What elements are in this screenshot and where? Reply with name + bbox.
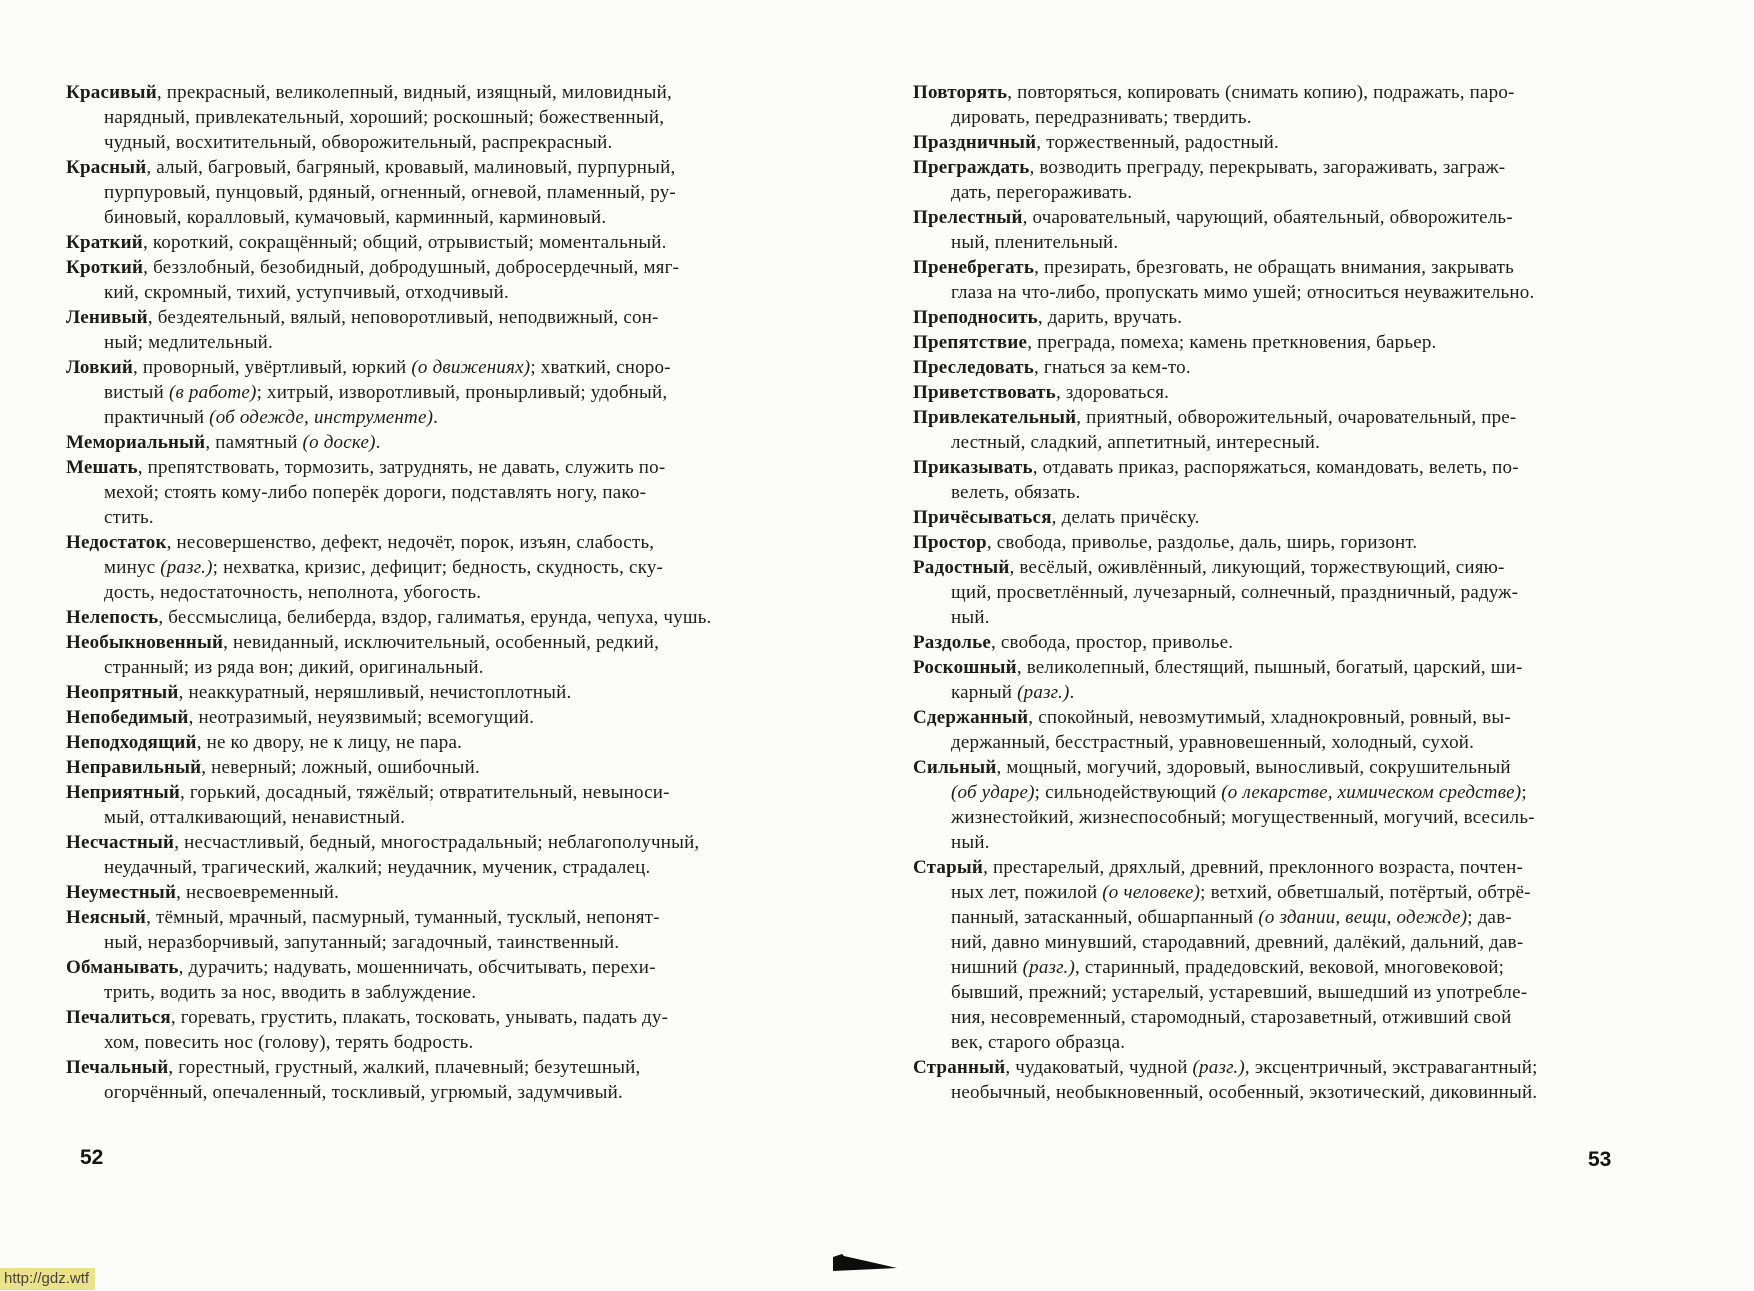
- headword: Прелестный: [913, 207, 1023, 228]
- synonyms-text: кий, скромный, тихий, уступчивый, отходчивый.: [104, 282, 509, 303]
- dictionary-entry: [913, 155, 1637, 205]
- entry-line: [913, 405, 1637, 430]
- entry-line: [66, 1055, 790, 1080]
- dictionary-entry: [913, 380, 1637, 405]
- entry-line: [66, 830, 790, 855]
- synonyms-text: хом, повесить нос (голову), терять бодрость.: [104, 1032, 474, 1053]
- synonyms-text: , эксцентричный, экстравагантный;: [1244, 1057, 1538, 1078]
- entry-line: [913, 730, 1637, 755]
- entry-line: [913, 105, 1637, 130]
- synonyms-text: ных лет, пожилой: [951, 882, 1103, 903]
- synonyms-text: , великолепный, блестящий, пышный, богатый, царский, ши-: [1016, 657, 1523, 678]
- entry-line: [913, 130, 1637, 155]
- synonyms-text: , несчастливый, бедный, многострадальный; неблагополучный,: [174, 832, 700, 853]
- synonyms-text: странный; из ряда вон; дикий, оригинальный.: [104, 657, 484, 678]
- dictionary-entry: [66, 355, 790, 430]
- headword: Простор: [913, 532, 987, 553]
- dictionary-entry: [913, 855, 1637, 1055]
- entry-line: [913, 680, 1637, 705]
- synonyms-text: бывший, прежний; устарелый, устаревший, вышедший из употребле-: [951, 982, 1528, 1003]
- entry-line: [66, 655, 790, 680]
- synonyms-text: , неверный; ложный, ошибочный.: [201, 757, 480, 778]
- entry-line: [66, 555, 790, 580]
- entry-line: [913, 930, 1637, 955]
- headword: Раздолье: [913, 632, 991, 653]
- dictionary-entry: [66, 305, 790, 355]
- entry-line: [66, 380, 790, 405]
- entry-line: [913, 80, 1637, 105]
- synonyms-text: век, старого образца.: [951, 1032, 1126, 1053]
- dictionary-entry: [66, 955, 790, 1005]
- headword: Ловкий: [66, 357, 134, 378]
- dictionary-entry: [913, 80, 1637, 130]
- entry-line: [66, 105, 790, 130]
- entry-line: [913, 355, 1637, 380]
- headword: Неопрятный: [66, 682, 179, 703]
- dictionary-entry: [913, 205, 1637, 255]
- synonyms-text: , свобода, приволье, раздолье, даль, ширь, горизонт.: [986, 532, 1418, 553]
- synonyms-text: ный.: [951, 832, 990, 853]
- usage-note: (о лекарстве, химическом средстве): [1221, 782, 1522, 803]
- usage-note: (разг.): [1192, 1057, 1245, 1078]
- dictionary-entry: [913, 555, 1637, 630]
- entry-line: [913, 880, 1637, 905]
- headword: Причёсываться: [913, 507, 1052, 528]
- synonyms-text: ; нехватка, кризис, дефицит; бедность, скудность, ску-: [212, 557, 664, 578]
- synonyms-text: ный, пленительный.: [951, 232, 1119, 253]
- entry-line: [913, 805, 1637, 830]
- entry-line: [913, 230, 1637, 255]
- watermark: http://gdz.wtf: [0, 1268, 95, 1290]
- synonyms-text: панный, затасканный, обшарпанный: [951, 907, 1259, 928]
- headword: Преграждать: [913, 157, 1030, 178]
- headword: Ленивый: [66, 307, 148, 328]
- entry-line: [913, 980, 1637, 1005]
- synonyms-text: , несвоевременный.: [176, 882, 340, 903]
- dictionary-entry: [66, 1005, 790, 1055]
- entry-line: [913, 430, 1637, 455]
- dictionary-entry: [66, 730, 790, 755]
- synonyms-text: жизнестойкий, жизнеспособный; могущественный, могучий, всесиль-: [951, 807, 1535, 828]
- entry-line: [66, 1030, 790, 1055]
- dictionary-entry: [913, 530, 1637, 555]
- entry-line: [913, 330, 1637, 355]
- entry-line: [913, 305, 1637, 330]
- dictionary-entry: [66, 680, 790, 705]
- synonyms-text: огорчённый, опечаленный, тоскливый, угрюмый, задумчивый.: [104, 1082, 623, 1103]
- synonyms-text: чудный, восхитительный, обворожительный, распрекрасный.: [104, 132, 613, 153]
- synonyms-text: необычный, необыкновенный, особенный, экзотический, диковинный.: [951, 1082, 1538, 1103]
- synonyms-text: дировать, передразнивать; твердить.: [951, 107, 1252, 128]
- synonyms-text: ; хитрый, изворотливый, пронырливый; удобный,: [256, 382, 668, 403]
- entry-line: [66, 255, 790, 280]
- entry-line: [913, 955, 1637, 980]
- synonyms-text: , горевать, грустить, плакать, тосковать, унывать, падать ду-: [170, 1007, 669, 1028]
- dictionary-entry: [913, 405, 1637, 455]
- synonyms-text: , памятный: [205, 432, 303, 453]
- entry-line: [66, 230, 790, 255]
- entry-line: [913, 605, 1637, 630]
- entry-line: [913, 455, 1637, 480]
- usage-note: (об ударе): [951, 782, 1035, 803]
- synonyms-text: неудачный, трагический, жалкий; неудачник, мученик, страдалец.: [104, 857, 651, 878]
- synonyms-text: , неотразимый, неуязвимый; всемогущий.: [188, 707, 535, 728]
- entry-line: [913, 1005, 1637, 1030]
- synonyms-text: , препятствовать, тормозить, затруднять, не давать, служить по-: [137, 457, 666, 478]
- dictionary-entry: [66, 705, 790, 730]
- entry-line: [913, 630, 1637, 655]
- entry-line: [66, 780, 790, 805]
- dictionary-entry: [913, 1055, 1637, 1105]
- dictionary-entry: [66, 630, 790, 680]
- synonyms-text: , престарелый, дряхлый, древний, преклонного возраста, почтен-: [983, 857, 1524, 878]
- dictionary-entry: [913, 505, 1637, 530]
- dictionary-entry: [66, 455, 790, 530]
- headword: Пренебрегать: [913, 257, 1035, 278]
- entry-line: [66, 605, 790, 630]
- headword: Нелепость: [66, 607, 159, 628]
- entry-line: [913, 280, 1637, 305]
- page-right: [913, 80, 1637, 1105]
- headword: Сильный: [913, 757, 997, 778]
- headword: Несчастный: [66, 832, 175, 853]
- entry-line: [66, 280, 790, 305]
- synonyms-text: , мощный, могучий, здоровый, выносливый, сокрушительный: [996, 757, 1511, 778]
- synonyms-text: , весёлый, оживлённый, ликующий, торжествующий, сияю-: [1009, 557, 1505, 578]
- entry-line: [66, 880, 790, 905]
- dictionary-entry: [913, 305, 1637, 330]
- synonyms-text: , приятный, обворожительный, очаровательный, пре-: [1076, 407, 1517, 428]
- entry-line: [913, 380, 1637, 405]
- dictionary-entry: [913, 705, 1637, 755]
- entry-line: [66, 930, 790, 955]
- synonyms-text: ния, несовременный, старомодный, старозаветный, отживший свой: [951, 1007, 1512, 1028]
- entry-line: [913, 905, 1637, 930]
- usage-note: (о здании, вещи, одежде): [1258, 907, 1468, 928]
- synonyms-text: практичный: [104, 407, 210, 428]
- headword: Печалиться: [66, 1007, 171, 1028]
- synonyms-text: трить, водить за нос, вводить в заблуждение.: [104, 982, 477, 1003]
- entry-line: [913, 780, 1637, 805]
- headword: Приказывать: [913, 457, 1033, 478]
- synonyms-text: ный; медлительный.: [104, 332, 273, 353]
- entry-line: [66, 180, 790, 205]
- synonyms-text: , горестный, грустный, жалкий, плачевный; безутешный,: [168, 1057, 641, 1078]
- synonyms-text: биновый, коралловый, кумачовый, карминный, карминовый.: [104, 207, 607, 228]
- entry-line: [913, 155, 1637, 180]
- entry-line: [66, 330, 790, 355]
- headword: Красивый: [66, 82, 157, 103]
- headword: Праздничный: [913, 132, 1037, 153]
- synonyms-text: минус: [104, 557, 161, 578]
- synonyms-text: , беззлобный, безобидный, добродушный, добросердечный, мяг-: [143, 257, 680, 278]
- synonyms-text: , невиданный, исключительный, особенный, редкий,: [223, 632, 660, 653]
- synonyms-text: , неаккуратный, неряшливый, нечистоплотный.: [178, 682, 572, 703]
- entry-line: [913, 180, 1637, 205]
- entry-line: [66, 1080, 790, 1105]
- headword: Странный: [913, 1057, 1006, 1078]
- synonyms-text: , проворный, увёртливый, юркий: [133, 357, 412, 378]
- synonyms-text: мехой; стоять кому-либо поперёк дороги, подставлять ногу, пако-: [104, 482, 647, 503]
- headword: Старый: [913, 857, 984, 878]
- headword: Роскошный: [913, 657, 1017, 678]
- synonyms-text: дость, недостаточность, неполнота, убогость.: [104, 582, 482, 603]
- synonyms-text: ;: [1521, 782, 1527, 803]
- entry-line: [66, 455, 790, 480]
- synonyms-text: , делать причёску.: [1051, 507, 1200, 528]
- entry-line: [66, 980, 790, 1005]
- headword: Мемориальный: [66, 432, 206, 453]
- synonyms-text: , возводить преграду, перекрывать, загораживать, заграж-: [1029, 157, 1506, 178]
- synonyms-text: , чудаковатый, чудной: [1005, 1057, 1193, 1078]
- synonyms-text: нишний: [951, 957, 1023, 978]
- entry-line: [66, 505, 790, 530]
- entry-line: [913, 480, 1637, 505]
- scan-artifact: [833, 1254, 897, 1272]
- headword: Неправильный: [66, 757, 202, 778]
- entry-line: [913, 205, 1637, 230]
- headword: Недостаток: [66, 532, 167, 553]
- synonyms-text: ; дав-: [1467, 907, 1512, 928]
- entry-line: [913, 530, 1637, 555]
- entry-line: [66, 355, 790, 380]
- synonyms-text: , горький, досадный, тяжёлый; отвратительный, невыноси-: [180, 782, 670, 803]
- synonyms-text: , отдавать приказ, распоряжаться, командовать, велеть, по-: [1032, 457, 1519, 478]
- synonyms-text: , не ко двору, не к лицу, не пара.: [196, 732, 463, 753]
- synonyms-text: , гнаться за кем-то.: [1033, 357, 1191, 378]
- headword: Неуместный: [66, 882, 177, 903]
- headword: Препятствие: [913, 332, 1028, 353]
- synonyms-text: лестный, сладкий, аппетитный, интересный.: [951, 432, 1321, 453]
- entry-line: [66, 730, 790, 755]
- entry-line: [66, 1005, 790, 1030]
- synonyms-text: глаза на что-либо, пропускать мимо ушей; относиться неуважительно.: [951, 282, 1535, 303]
- synonyms-text: , дарить, вручать.: [1037, 307, 1183, 328]
- synonyms-text: , старинный, прадедовский, вековой, многовековой;: [1075, 957, 1505, 978]
- synonyms-text: нарядный, привлекательный, хороший; роскошный; божественный,: [104, 107, 665, 128]
- entry-line: [66, 305, 790, 330]
- synonyms-text: велеть, обязать.: [951, 482, 1081, 503]
- headword: Сдержанный: [913, 707, 1029, 728]
- entry-line: [66, 680, 790, 705]
- dictionary-entry: [66, 530, 790, 605]
- dictionary-entry: [913, 655, 1637, 705]
- dictionary-entry: [913, 355, 1637, 380]
- synonyms-text: , короткий, сокращённый; общий, отрывистый; моментальный.: [142, 232, 667, 253]
- headword: Мешать: [66, 457, 138, 478]
- synonyms-text: пурпуровый, пунцовый, рдяный, огненный, огневой, пламенный, ру-: [104, 182, 676, 203]
- entry-line: [913, 1080, 1637, 1105]
- dictionary-entry: [66, 755, 790, 780]
- entry-line: [66, 630, 790, 655]
- dictionary-entry: [66, 880, 790, 905]
- headword: Радостный: [913, 557, 1010, 578]
- entry-line: [913, 1030, 1637, 1055]
- entry-line: [66, 480, 790, 505]
- dictionary-entry: [66, 80, 790, 155]
- synonyms-text: , алый, багровый, багряный, кровавый, малиновый, пурпурный,: [146, 157, 676, 178]
- dictionary-entry: [66, 905, 790, 955]
- entry-line: [66, 405, 790, 430]
- usage-note: (разг.): [160, 557, 213, 578]
- usage-note: (разг.): [1022, 957, 1076, 978]
- synonyms-text: держанный, бесстрастный, уравновешенный, холодный, сухой.: [951, 732, 1475, 753]
- entry-line: [913, 655, 1637, 680]
- headword: Неподходящий: [66, 732, 197, 753]
- dictionary-entry: [66, 255, 790, 305]
- dictionary-entry: [66, 1055, 790, 1105]
- entry-line: [913, 505, 1637, 530]
- headword: Приветствовать: [913, 382, 1056, 403]
- synonyms-text: , торжественный, радостный.: [1036, 132, 1279, 153]
- usage-note: (в работе): [168, 382, 257, 403]
- headword: Неясный: [66, 907, 147, 928]
- dictionary-entry: [66, 230, 790, 255]
- synonyms-text: ; ветхий, обветшалый, потёртый, обтрё-: [1200, 882, 1531, 903]
- dictionary-entry: [66, 780, 790, 830]
- entry-line: [66, 80, 790, 105]
- dictionary-entry: [913, 455, 1637, 505]
- entry-line: [66, 155, 790, 180]
- entry-line: [66, 530, 790, 555]
- synonyms-text: , бессмыслица, белиберда, вздор, галиматья, ерунда, чепуха, чушь.: [158, 607, 712, 628]
- dictionary-entry: [913, 630, 1637, 655]
- entry-line: [66, 905, 790, 930]
- synonyms-text: щий, просветлённый, лучезарный, солнечный, праздничный, радуж-: [951, 582, 1519, 603]
- headword: Преследовать: [913, 357, 1034, 378]
- usage-note: (разг.): [1017, 682, 1070, 703]
- entry-line: [913, 580, 1637, 605]
- entry-line: [913, 830, 1637, 855]
- headword: Повторять: [913, 82, 1008, 103]
- entry-line: [913, 555, 1637, 580]
- headword: Непобедимый: [66, 707, 189, 728]
- headword: Привлекательный: [913, 407, 1077, 428]
- synonyms-text: стить.: [104, 507, 154, 528]
- entry-line: [66, 205, 790, 230]
- entry-line: [66, 855, 790, 880]
- headword: Необыкновенный: [66, 632, 224, 653]
- entry-line: [913, 855, 1637, 880]
- headword: Красный: [66, 157, 147, 178]
- entry-line: [913, 255, 1637, 280]
- dictionary-entry: [66, 430, 790, 455]
- entry-line: [913, 755, 1637, 780]
- entry-line: [66, 430, 790, 455]
- entry-line: [913, 1055, 1637, 1080]
- page-left: [66, 80, 790, 1105]
- synonyms-text: карный: [951, 682, 1018, 703]
- synonyms-text: , преграда, помеха; камень преткновения, барьер.: [1027, 332, 1437, 353]
- synonyms-text: ; хваткий, сноро-: [530, 357, 671, 378]
- page-number-right: 53: [1588, 1148, 1612, 1171]
- usage-note: (о доске): [302, 432, 376, 453]
- headword: Печальный: [66, 1057, 169, 1078]
- synonyms-text: дать, перегораживать.: [951, 182, 1133, 203]
- dictionary-entry: [913, 255, 1637, 305]
- entry-line: [66, 755, 790, 780]
- headword: Неприятный: [66, 782, 181, 803]
- synonyms-text: ; сильнодействующий: [1034, 782, 1222, 803]
- headword: Обманывать: [66, 957, 179, 978]
- synonyms-text: , очаровательный, чарующий, обаятельный, обворожитель-: [1022, 207, 1513, 228]
- page-number-left: 52: [80, 1146, 104, 1169]
- entry-line: [66, 580, 790, 605]
- headword: Преподносить: [913, 307, 1038, 328]
- headword: Краткий: [66, 232, 143, 253]
- synonyms-text: , презирать, брезговать, не обращать внимания, закрывать: [1034, 257, 1514, 278]
- synonyms-text: , прекрасный, великолепный, видный, изящный, миловидный,: [156, 82, 672, 103]
- synonyms-text: , несовершенство, дефект, недочёт, порок, изъян, слабость,: [166, 532, 655, 553]
- synonyms-text: ний, давно минувший, стародавний, древний, далёкий, дальний, дав-: [951, 932, 1524, 953]
- synonyms-text: ный.: [951, 607, 990, 628]
- entry-line: [66, 130, 790, 155]
- dictionary-entry: [66, 605, 790, 630]
- synonyms-text: .: [1069, 682, 1075, 703]
- dictionary-entry: [66, 830, 790, 880]
- synonyms-text: , дурачить; надувать, мошенничать, обсчитывать, перехи-: [178, 957, 656, 978]
- dictionary-entry: [913, 130, 1637, 155]
- synonyms-text: , спокойный, невозмутимый, хладнокровный, ровный, вы-: [1028, 707, 1511, 728]
- dictionary-entry: [913, 330, 1637, 355]
- headword: Кроткий: [66, 257, 144, 278]
- synonyms-text: , тёмный, мрачный, пасмурный, туманный, тусклый, непонят-: [146, 907, 660, 928]
- usage-note: (о движениях): [411, 357, 531, 378]
- dictionary-entry: [66, 155, 790, 230]
- synonyms-text: вистый: [104, 382, 169, 403]
- entry-line: [913, 705, 1637, 730]
- entry-line: [66, 705, 790, 730]
- entry-line: [66, 805, 790, 830]
- usage-note: (о человеке): [1102, 882, 1201, 903]
- synonyms-text: , здороваться.: [1055, 382, 1170, 403]
- usage-note: (об одежде, инструменте): [209, 407, 434, 428]
- synonyms-text: .: [375, 432, 381, 453]
- dictionary-entry: [913, 755, 1637, 855]
- synonyms-text: , повторяться, копировать (снимать копию), подражать, паро-: [1007, 82, 1515, 103]
- entry-line: [66, 955, 790, 980]
- synonyms-text: , бездеятельный, вялый, неповоротливый, неподвижный, сон-: [147, 307, 659, 328]
- synonyms-text: мый, отталкивающий, ненавистный.: [104, 807, 406, 828]
- synonyms-text: .: [433, 407, 439, 428]
- synonyms-text: , свобода, простор, приволье.: [991, 632, 1234, 653]
- synonyms-text: ный, неразборчивый, запутанный; загадочный, таинственный.: [104, 932, 620, 953]
